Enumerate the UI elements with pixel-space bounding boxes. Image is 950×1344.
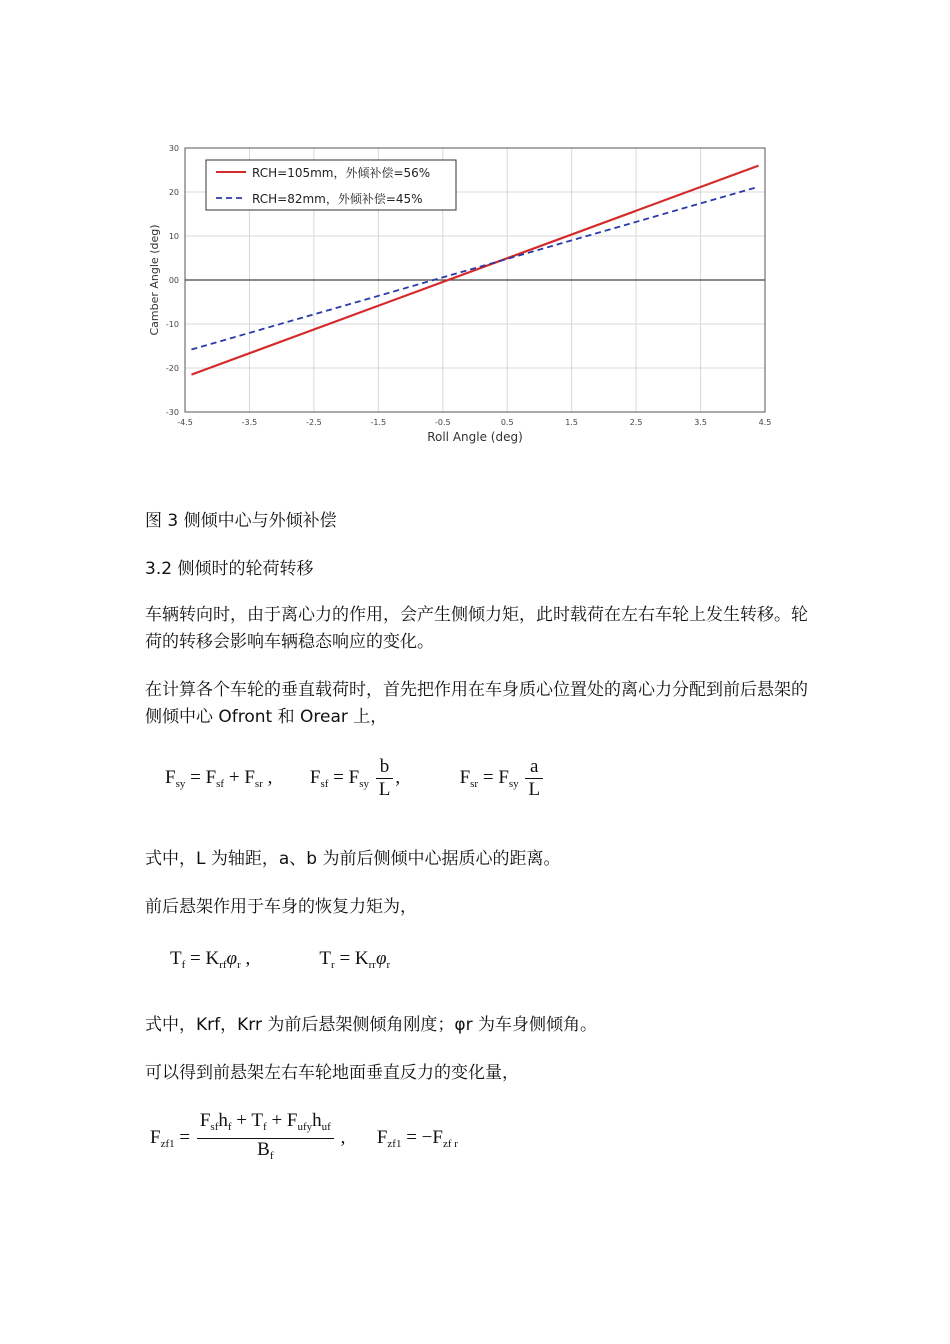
y-tick-label: 30 xyxy=(168,144,179,153)
x-tick-label: -2.5 xyxy=(306,418,322,427)
equation-restoring-moment: $T_f = K_{rf}\varphi_r$ , $T_r = K_{rr}\varphi_r$ xyxy=(170,948,391,971)
paragraph-force-distribution: 在计算各个车轮的垂直载荷时，首先把作用在车身质心位置处的离心力分配到前后悬架的侧倾中心 Ofront 和 Orear 上， xyxy=(145,680,808,727)
equation-lateral-force: $F_{sy} = F_{sf} + F_{sr}$ , $F_{sf} = F_{sy}$ $\frac{b}{L}$ , $F_{sr} = F_{sy}$ $\frac{a}{L}$ xyxy=(165,756,545,801)
x-tick-label: -3.5 xyxy=(241,418,258,427)
paragraph-vertical-reaction: 可以得到前悬架左右车轮地面垂直反力的变化量， xyxy=(145,1063,519,1083)
x-axis-label: Roll Angle (deg) xyxy=(427,430,523,444)
x-tick-label: -4.5 xyxy=(177,418,193,427)
y-tick-label: -10 xyxy=(165,320,179,329)
y-tick-label: 00 xyxy=(168,276,179,285)
x-tick-label: 0.5 xyxy=(500,418,514,427)
section-heading: 3.2 侧倾时的轮荷转移 xyxy=(145,559,314,579)
x-tick-label: -1.5 xyxy=(370,418,387,427)
legend xyxy=(206,160,456,210)
y-tick-label: 20 xyxy=(168,188,179,197)
y-tick-labels xyxy=(166,144,179,417)
x-tick-label: 3.5 xyxy=(694,418,707,427)
figure-caption: 图 3 侧倾中心与外倾补偿 xyxy=(145,511,337,531)
y-tick-label: 10 xyxy=(168,232,179,241)
legend-label-rch82: RCH=82mm，外倾补偿=45% xyxy=(252,192,423,206)
paragraph-wheelbase-definition: 式中，L 为轴距，a、b 为前后侧倾中心据质心的距离。 xyxy=(145,849,561,869)
x-tick-label: 4.5 xyxy=(758,418,772,427)
x-tick-label: 1.5 xyxy=(565,418,579,427)
paragraph-roll-stiffness: 式中，Krf，Krr 为前后悬架侧倾角刚度；φr 为车身侧倾角。 xyxy=(145,1015,597,1035)
x-tick-label: -0.5 xyxy=(434,418,451,427)
y-tick-label: -20 xyxy=(165,364,179,373)
legend-label-rch105: RCH=105mm，外倾补偿=56% xyxy=(252,166,431,180)
y-axis-label: Camber Angle (deg) xyxy=(148,224,161,336)
x-tick-labels xyxy=(177,418,771,427)
camber-roll-chart xyxy=(140,138,780,456)
y-tick-label: -30 xyxy=(165,408,179,417)
paragraph-restoring-moment: 前后悬架作用于车身的恢复力矩为， xyxy=(145,897,417,917)
paragraph-load-transfer: 车辆转向时，由于离心力的作用，会产生侧倾力矩，此时载荷在左右车轮上发生转移。轮荷的转移会影响车辆稳态响应的变化。 xyxy=(145,605,808,652)
x-tick-label: 2.5 xyxy=(629,418,643,427)
equation-vertical-reaction: $F_{zf1}$ = $\frac{F_{sf}h_f + T_f + F_{ufy}h_{uf}}{B_f}$ , $F_{zf1} = -F_{zf r}$ xyxy=(150,1110,458,1162)
series-line-rch82 xyxy=(191,187,758,350)
